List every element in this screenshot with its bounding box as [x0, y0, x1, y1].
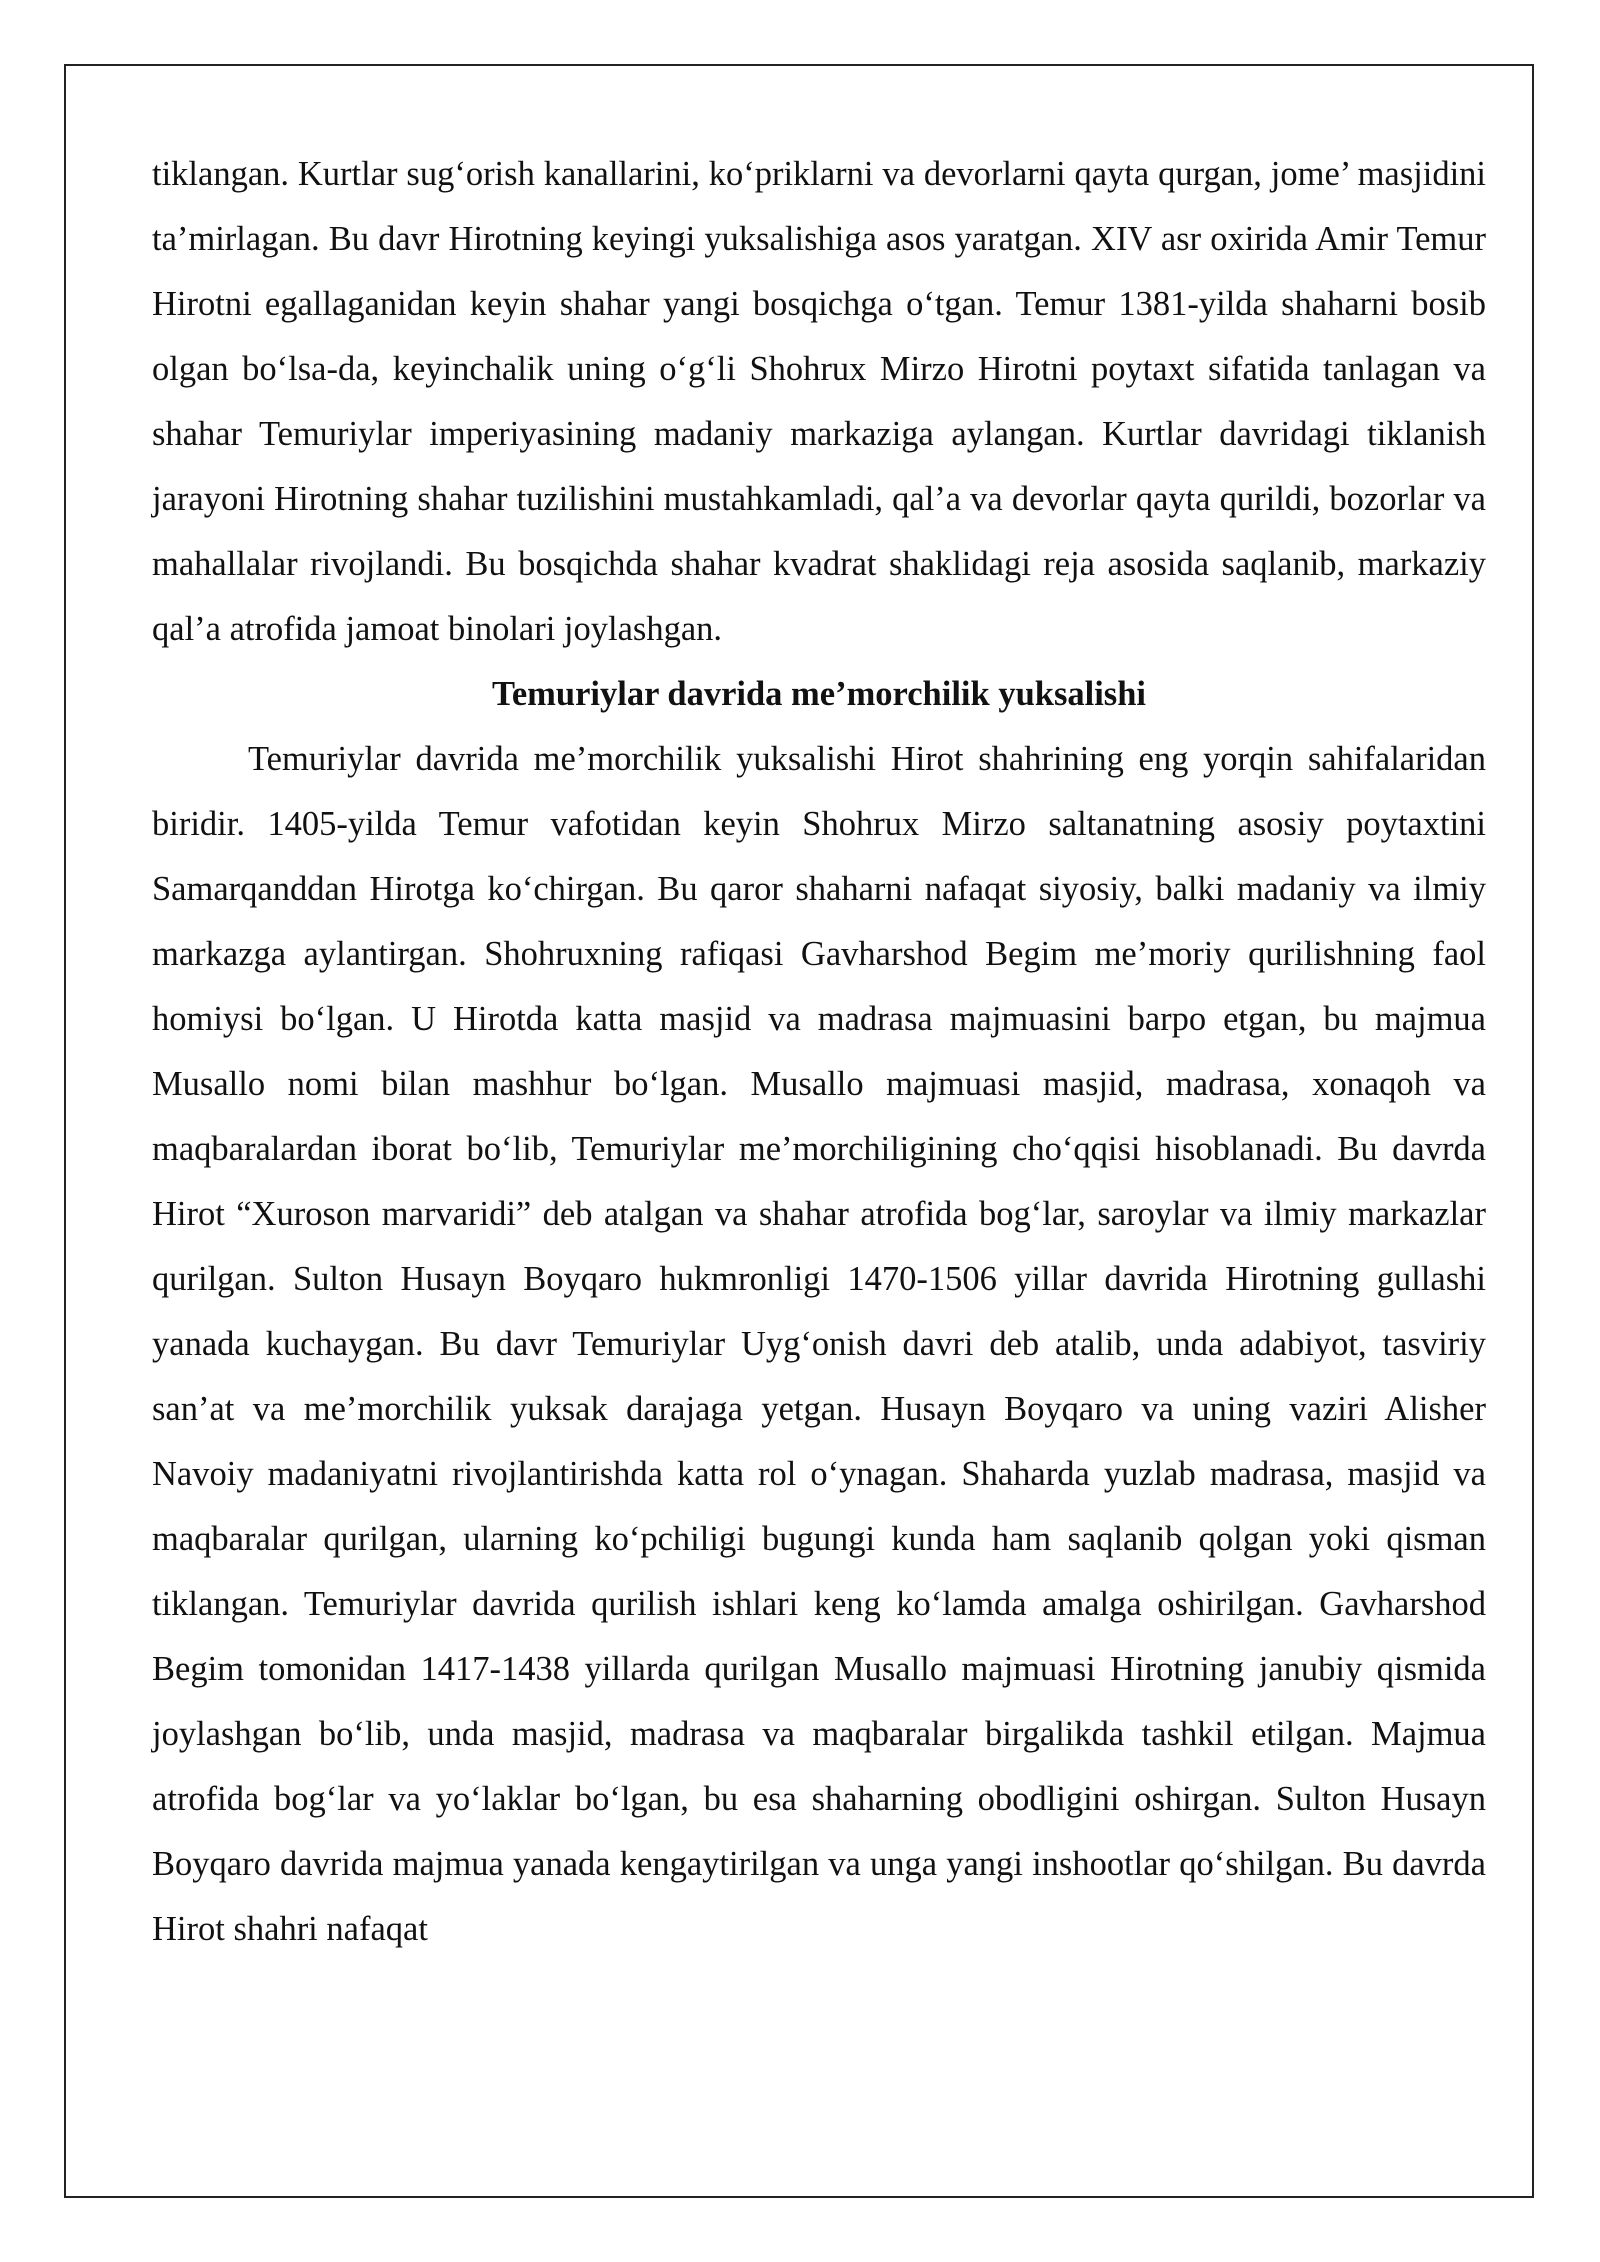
paragraph-continuation: tiklangan. Kurtlar sug‘orish kanallarini, ko‘priklarni va devorlarni qayta qurgan, jome’ masjidini ta’mirlagan. Bu davr Hirotning keyingi yuksalishiga asos yaratgan. XIV asr oxirida Amir Temur Hirotni egallaganidan keyin shahar yangi bosqichga o‘tgan. Temur 1381-yilda shaharni bosib olgan bo‘lsa-da, keyinchalik uning o‘g‘li Shohrux Mirzo Hirotni poytaxt sifatida tanlagan va shahar Temuriylar imperiyasining madaniy markaziga aylangan. Kurtlar davridagi tiklanish jarayoni Hirotning shahar tuzilishini mustahkamladi, qal’a va devorlar qayta qurildi, bozorlar va mahallalar rivojlandi. Bu bosqichda shahar kvadrat shaklidagi reja asosida saqlanib, markaziy qal’a atrofida jamoat binolari joylashgan.: [152, 155, 1486, 648]
paragraph-main: Temuriylar davrida me’morchilik yuksalishi Hirot shahrining eng yorqin sahifalaridan biridir. 1405-yilda Temur vafotidan keyin Shohrux Mirzo saltanatning asosiy poytaxtini Samarqanddan Hirotga ko‘chirgan. Bu qaror shaharni nafaqat siyosiy, balki madaniy va ilmiy markazga aylantirgan. Shohruxning rafiqasi Gavharshod Begim me’moriy qurilishning faol homiysi bo‘lgan. U Hirotda katta masjid va madrasa majmuasini barpo etgan, bu majmua Musallo nomi bilan mashhur bo‘lgan. Musallo majmuasi masjid, madrasa, xonaqoh va maqbaralardan iborat bo‘lib, Temuriylar me’morchiligining cho‘qqisi hisoblanadi. Bu davrda Hirot “Xuroson marvaridi” deb atalgan va shahar atrofida bog‘lar, saroylar va ilmiy markazlar qurilgan. Sulton Husayn Boyqaro hukmronligi 1470-1506 yillar davrida Hirotning gullashi yanada kuchaygan. Bu davr Temuriylar Uyg‘onish davri deb atalib, unda adabiyot, tasviriy san’at va me’morchilik yuksak darajaga yetgan. Husayn Boyqaro va uning vaziri Alisher Navoiy madaniyatni rivojlantirishda katta rol o‘ynagan. Shaharda yuzlab madrasa, masjid va maqbaralar qurilgan, ularning ko‘pchiligi bugungi kunda ham saqlanib qolgan yoki qisman tiklangan. Temuriylar davrida qurilish ishlari keng ko‘lamda amalga oshirilgan. Gavharshod Begim tomonidan 1417-1438 yillarda qurilgan Musallo majmuasi Hirotning janubiy qismida joylashgan bo‘lib, unda masjid, madrasa va maqbaralar birgalikda tashkil etilgan. Majmua atrofida bog‘lar va yo‘laklar bo‘lgan, bu esa shaharning obodligini oshirgan. Sulton Husayn Boyqaro davrida majmua yanada kengaytirilgan va unga yangi inshootlar qo‘shilgan. Bu davrda Hirot shahri nafaqat: [152, 740, 1486, 1948]
document-body: [152, 142, 1486, 1962]
section-heading: Temuriylar davrida me’morchilik yuksalishi: [492, 675, 1146, 713]
